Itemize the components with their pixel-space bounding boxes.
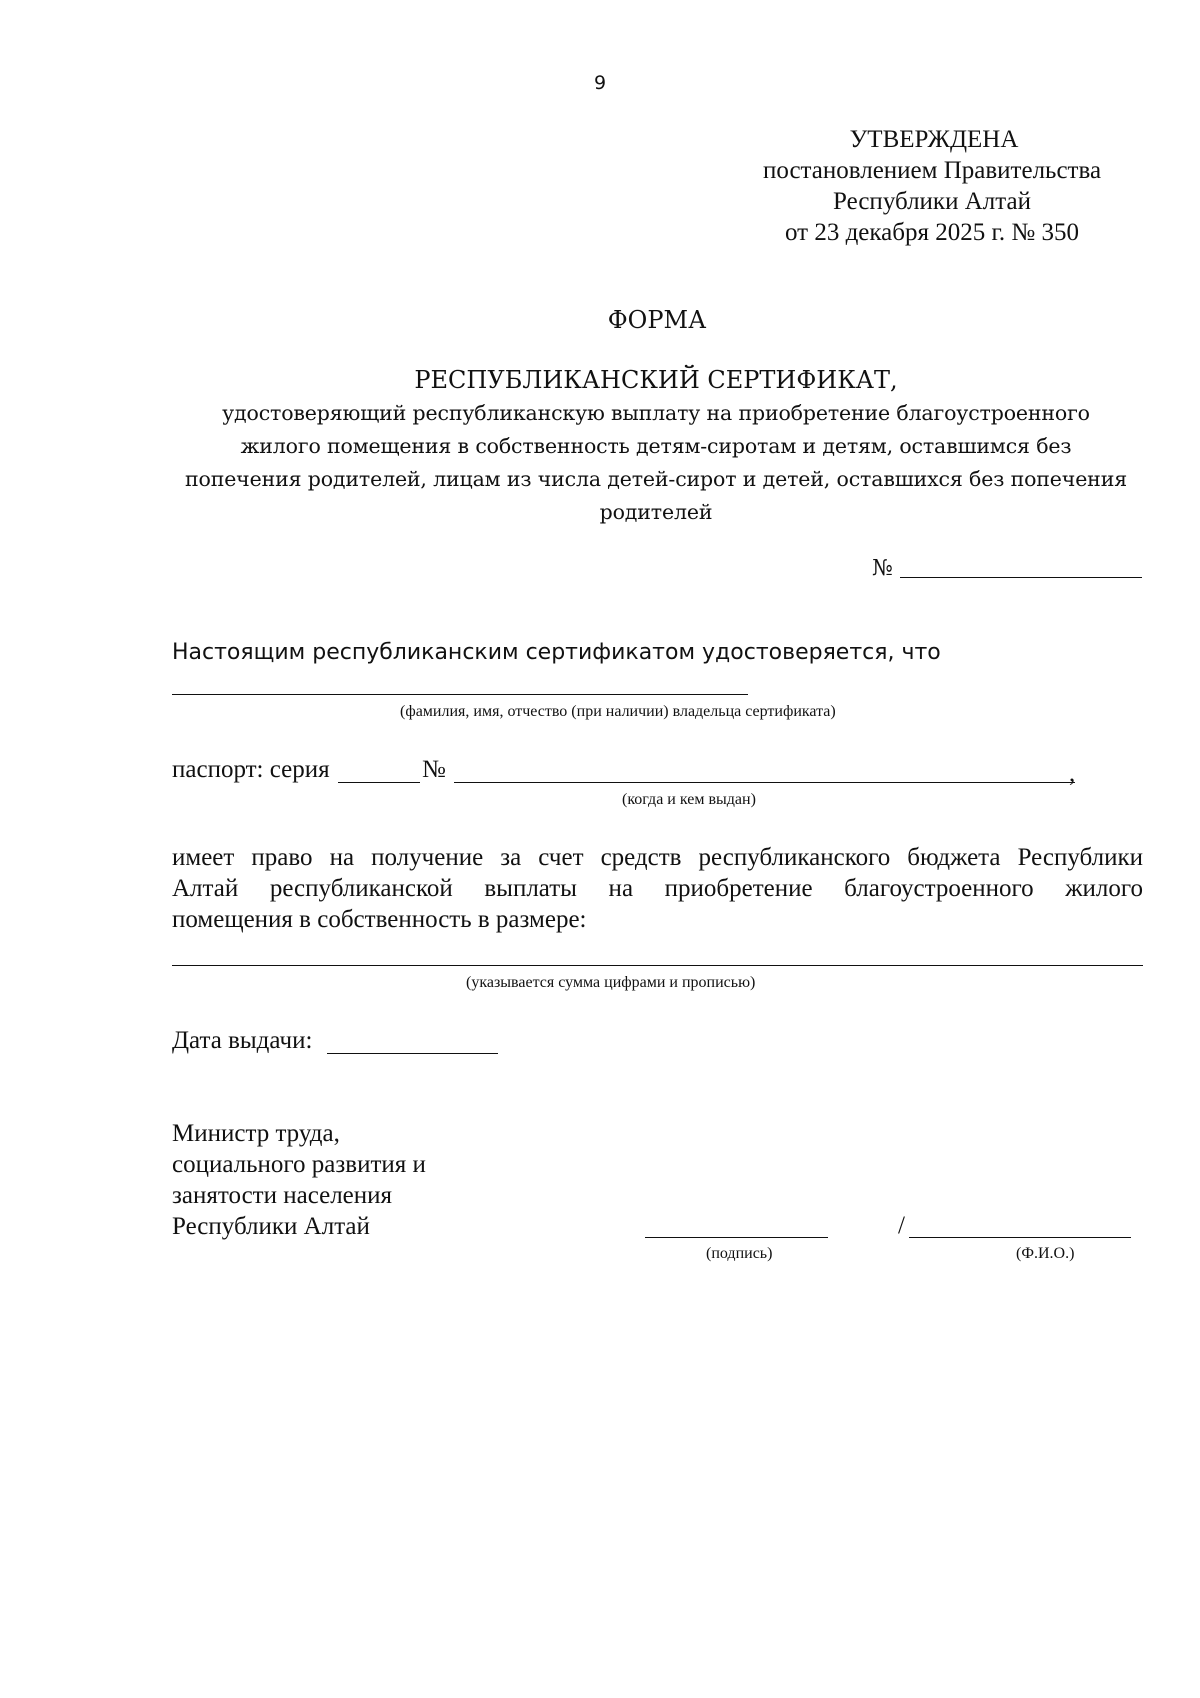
passport-comma: ,: [1069, 760, 1076, 787]
passport-issued-field[interactable]: [454, 782, 1075, 783]
right-line-1: имеет право на получение за счет средств республиканского бюджета Республики: [172, 844, 1143, 871]
right-paragraph: [172, 842, 1143, 935]
form-label: ФОРМА: [607, 306, 707, 334]
page-number: 9: [593, 72, 607, 94]
fio-caption: (Ф.И.О.): [1016, 1245, 1075, 1262]
right-line-2: Алтай республиканской выплаты на приобретение благоустроенного жилого: [172, 875, 1143, 902]
signature-caption: (подпись): [706, 1245, 773, 1262]
owner-name-field[interactable]: [172, 694, 748, 695]
signer-line: занятости населения: [172, 1182, 393, 1209]
signer-line: Республики Алтай: [172, 1213, 370, 1240]
approval-line-1: постановлением Правительства: [762, 157, 1102, 184]
certificate-subtitle-line: жилого помещения в собственность детям-сиротам и детям, оставшимся без: [240, 434, 1072, 458]
signer-line: Министр труда,: [172, 1120, 340, 1147]
intro-text: Настоящим республиканским сертификатом удостоверяется, что: [172, 640, 941, 665]
amount-field[interactable]: [172, 965, 1143, 966]
certificate-number-field[interactable]: [900, 577, 1142, 578]
certificate-subtitle-line: родителей: [599, 500, 713, 524]
passport-label: паспорт: серия: [172, 756, 330, 783]
slash-separator: /: [898, 1212, 905, 1239]
approval-line-2: Республики Алтай: [833, 188, 1031, 215]
amount-caption: (указывается сумма цифрами и прописью): [466, 974, 756, 991]
issue-date-label: Дата выдачи:: [172, 1027, 313, 1054]
issued-caption: (когда и кем выдан): [622, 791, 756, 808]
approval-block: [700, 124, 1164, 248]
passport-series-field[interactable]: [338, 782, 420, 783]
approval-heading: УТВЕРЖДЕНА: [849, 126, 1019, 153]
owner-name-caption: (фамилия, имя, отчество (при наличии) владельца сертификата): [400, 703, 836, 720]
certificate-subtitle-line: удостоверяющий республиканскую выплату на приобретение благоустроенного: [222, 401, 1090, 425]
passport-number-label: №: [422, 756, 446, 783]
signature-field[interactable]: [645, 1237, 828, 1238]
right-line-3: помещения в собственность в размере:: [172, 906, 587, 933]
certificate-title-block: [170, 364, 1142, 529]
certificate-number-label: №: [872, 556, 893, 581]
approval-line-3: от 23 декабря 2025 г. № 350: [784, 219, 1080, 246]
signer-block: [172, 1118, 426, 1242]
signer-line: социального развития и: [172, 1151, 426, 1178]
issue-date-field[interactable]: [327, 1053, 498, 1054]
certificate-subtitle-line: попечения родителей, лицам из числа детей-сирот и детей, оставшихся без попечения: [184, 467, 1127, 491]
fio-field[interactable]: [909, 1237, 1131, 1238]
certificate-title: РЕСПУБЛИКАНСКИЙ СЕРТИФИКАТ,: [414, 366, 898, 394]
